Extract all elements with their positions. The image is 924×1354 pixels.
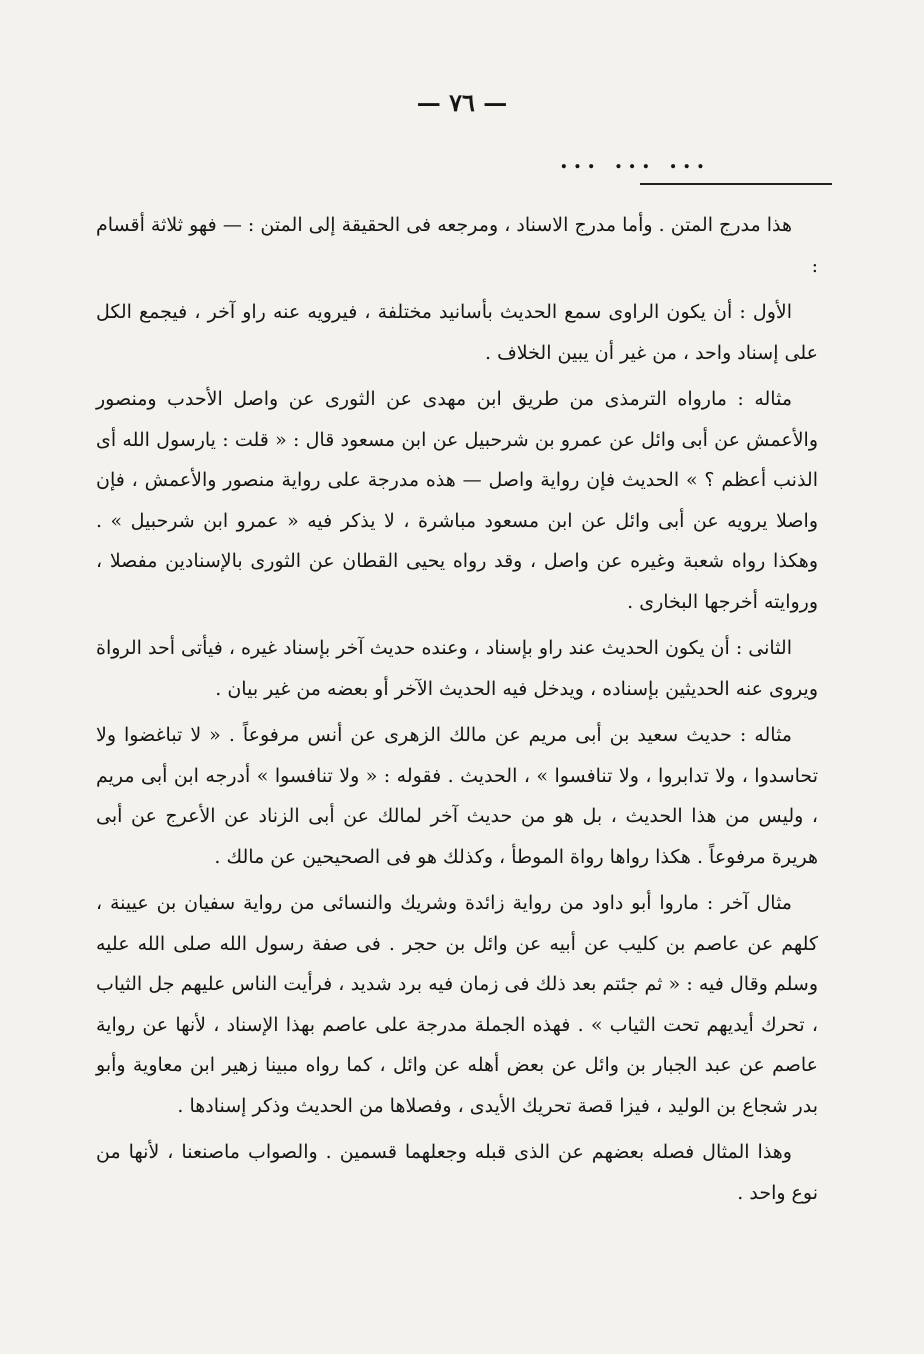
paragraph-second-type: الثانى : أن يكون الحديث عند راو بإسناد ، وعنده حديث آخر بإسناد غيره ، فيأتى أحد الرواة ويروى عنه الحديثين بإسناده ، ويدخل فيه الحديث الآخر أو بعضه من غير بيان . [96,637,818,700]
paragraph-closing: وهذا المثال فصله بعضهم عن الذى قبله وجعلهما قسمين . والصواب ماصنعنا ، لأنها من نوع واحد . [96,1141,818,1204]
page-body [96,205,818,1219]
paragraph-first-type: الأول : أن يكون الراوى سمع الحديث بأسانيد مختلفة ، فيرويه عنه راو آخر ، فيجمع الكل على إسناد واحد ، من غير أن يبين الخلاف . [96,301,818,364]
ellipsis-marker: ... ... ... [560,148,711,174]
separator-rule [640,183,832,185]
paragraph-second-example: مثاله : حديث سعيد بن أبى مريم عن مالك الزهرى عن أنس مرفوعاً . « لا تباغضوا ولا تحاسدوا ، ولا تدابروا ، ولا تنافسوا » ، الحديث . فقوله : « ولا تنافسوا » أدرجه ابن أبى مريم ، وليس من هذا الحديث ، بل هو من حديث آخر لمالك عن أبى الزناد عن الأعرج عن أبى هريرة مرفوعاً . هكذا رواها رواة الموطأ ، وكذلك هو فى الصحيحين عن مالك . [96,724,818,868]
page-number: — ٧٦ — [416,88,508,117]
paragraph-another-example: مثال آخر : ماروا أبو داود من رواية زائدة وشريك والنسائى من رواية سفيان بن عيينة ، كلهم عن عاصم بن كليب عن أبيه عن وائل بن حجر . فى صفة رسول الله صلى الله عليه وسلم وقال فيه : « ثم جئتم بعد ذلك فى زمان فيه برد شديد ، فرأيت الناس عليهم جل الثياب ، تحرك أيديهم تحت الثياب » . فهذه الجملة مدرجة على عاصم بهذا الإسناد ، لأنها عن رواية عاصم عن عبد الجبار بن وائل عن بعض أهله عن وائل ، كما رواه مبينا زهير ابن معاوية وأبو بدر شجاع بن الوليد ، فيزا قصة تحريك الأيدى ، وفصلاها من الحديث وذكر إسنادها . [96,892,818,1117]
paragraph-intro: هذا مدرج المتن . وأما مدرج الاسناد ، ومرجعه فى الحقيقة إلى المتن : — فهو ثلاثة أقسام : [96,214,818,277]
paragraph-first-example: مثاله : مارواه الترمذى من طريق ابن مهدى عن الثورى عن واصل الأحدب ومنصور والأعمش عن أبى وائل عن عمرو بن شرحبيل عن ابن مسعود قال : « قلت : يارسول الله أى الذنب أعظم ؟ » الحديث فإن رواية واصل — هذه مدرجة على رواية منصور والأعمش ، فإن واصلا يرويه عن أبى وائل عن ابن مسعود مباشرة ، لا يذكر فيه « عمرو ابن شرحبيل » . وهكذا رواه شعبة وغيره عن واصل ، وقد رواه يحيى القطان عن الثورى بالإسنادين مفصلا ، وروايته أخرجها البخارى . [96,388,818,613]
